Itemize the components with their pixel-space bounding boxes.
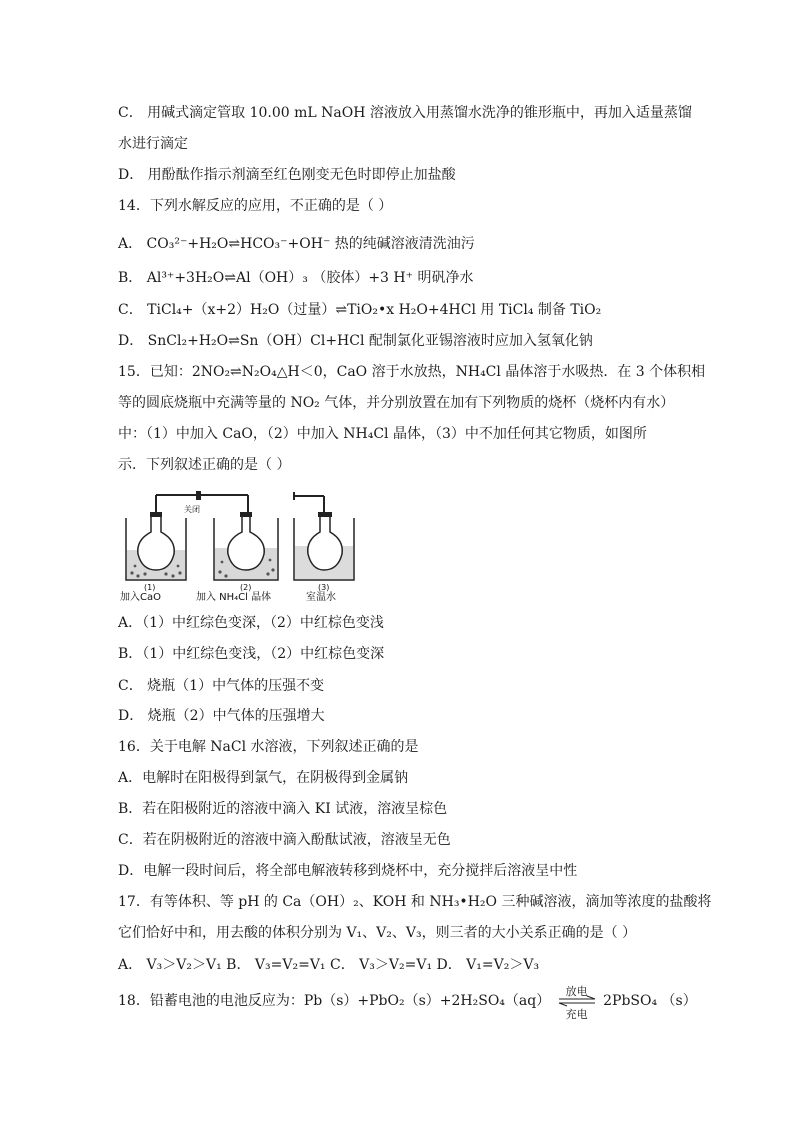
q15-stem-line4: 示．下列叙述正确的是（ ）	[118, 457, 291, 473]
beaker-3-label: 室温水	[306, 592, 336, 603]
beaker-1	[126, 512, 186, 580]
q14-option-b: B． Al³⁺+3H₂O⇌Al（OH）₃ （胶体）+3 H⁺ 明矾净水	[118, 270, 474, 286]
q16-option-c: C．若在阴极附近的溶液中滴入酚酞试液，溶液呈无色	[118, 832, 451, 848]
q14-option-c: C． TiCl₄+（x+2）H₂O（过量）⇌TiO₂•x H₂O+4HCl 用 TiCl₄ 制备 TiO₂	[118, 302, 602, 318]
q18-products: 2PbSO₄ （s）	[603, 993, 697, 1009]
arrow-label-discharge: 放电	[565, 985, 588, 998]
q17-stem-line1: 17．有等体积、等 pH 的 Ca（OH）₂、KOH 和 NH₃•H₂O 三种碱溶液，滴加等浓度的盐酸将	[118, 894, 712, 910]
q15-stem-line1: 15．已知：2NO₂⇌N₂O₄△H＜0，CaO 溶于水放热，NH₄Cl 晶体溶于水吸热．在 3 个体积相	[118, 364, 706, 380]
q18-reactants: 18．铅蓄电池的电池反应为：Pb（s）+PbO₂（s）+2H₂SO₄（aq）	[118, 993, 551, 1009]
q17-options: A． V₃＞V₂＞V₁ B． V₃=V₂=V₁ C． V₃＞V₂=V₁ D． V₁=V₂＞V₃	[118, 957, 540, 973]
q15-option-c: C． 烧瓶（1）中气体的压强不变	[118, 678, 325, 694]
q14-stem: 14．下列水解反应的应用，不正确的是（ ）	[118, 198, 393, 214]
q13-option-d: D． 用酚酞作指示剂滴至红色刚变无色时即停止加盐酸	[118, 167, 456, 183]
valve-label: 关闭	[184, 505, 200, 514]
q15-stem-line2: 等的圆底烧瓶中充满等量的 NO₂ 气体，并分别放置在加有下列物质的烧杯（烧杯内有水）	[118, 395, 675, 411]
q15-option-a: A．（1）中红综色变深，（2）中红棕色变浅	[118, 615, 384, 631]
q16-stem: 16．关于电解 NaCl 水溶液，下列叙述正确的是	[118, 739, 419, 755]
q17-stem-line2: 它们恰好中和，用去酸的体积分别为 V₁、V₂、V₃，则三者的大小关系正确的是（ ）	[118, 925, 637, 941]
beaker-3	[294, 512, 354, 580]
reversible-arrow-icon	[557, 985, 597, 1021]
beaker-1-label: 加入CaO	[120, 592, 161, 603]
q14-option-d: D． SnCl₂+H₂O⇌Sn（OH）Cl+HCl 配制氯化亚锡溶液时应加入氢氧化钠	[118, 333, 593, 349]
q18-stem	[118, 985, 697, 1021]
q16-option-b: B．若在阳极附近的溶液中滴入 KI 试液，溶液呈棕色	[118, 801, 448, 817]
arrow-label-charge: 充电	[565, 1008, 588, 1021]
beaker-3-number: (3)	[318, 583, 330, 592]
q15-stem-line3: 中：（1）中加入 CaO，（2）中加入 NH₄Cl 晶体，（3）中不加任何其它物质，如图所	[118, 426, 647, 442]
q15-option-b: B．（1）中红综色变浅，（2）中红棕色变深	[118, 646, 385, 662]
beaker-1-number: (1)	[144, 583, 156, 592]
q13-option-c-line1: C． 用碱式滴定管取 10.00 mL NaOH 溶液放入用蒸馏水洗净的锥形瓶中，再加入适量蒸馏	[118, 105, 692, 121]
flask-beaker-figure	[118, 488, 368, 603]
beaker-2-number: (2)	[240, 583, 252, 592]
q16-option-a: A．电解时在阳极得到氯气，在阴极得到金属钠	[118, 770, 409, 786]
beaker-2	[214, 512, 278, 580]
q13-option-c-line2: 水进行滴定	[118, 136, 188, 152]
q14-option-a: A． CO₃²⁻+H₂O⇌HCO₃⁻+OH⁻ 热的纯碱溶液清洗油污	[118, 236, 475, 252]
q15-option-d: D． 烧瓶（2）中气体的压强增大	[118, 708, 325, 724]
q16-option-d: D．电解一段时间后，将全部电解液转移到烧杯中，充分搅拌后溶液呈中性	[118, 863, 578, 879]
beaker-2-label: 加入 NH₄Cl 晶体	[196, 592, 272, 603]
